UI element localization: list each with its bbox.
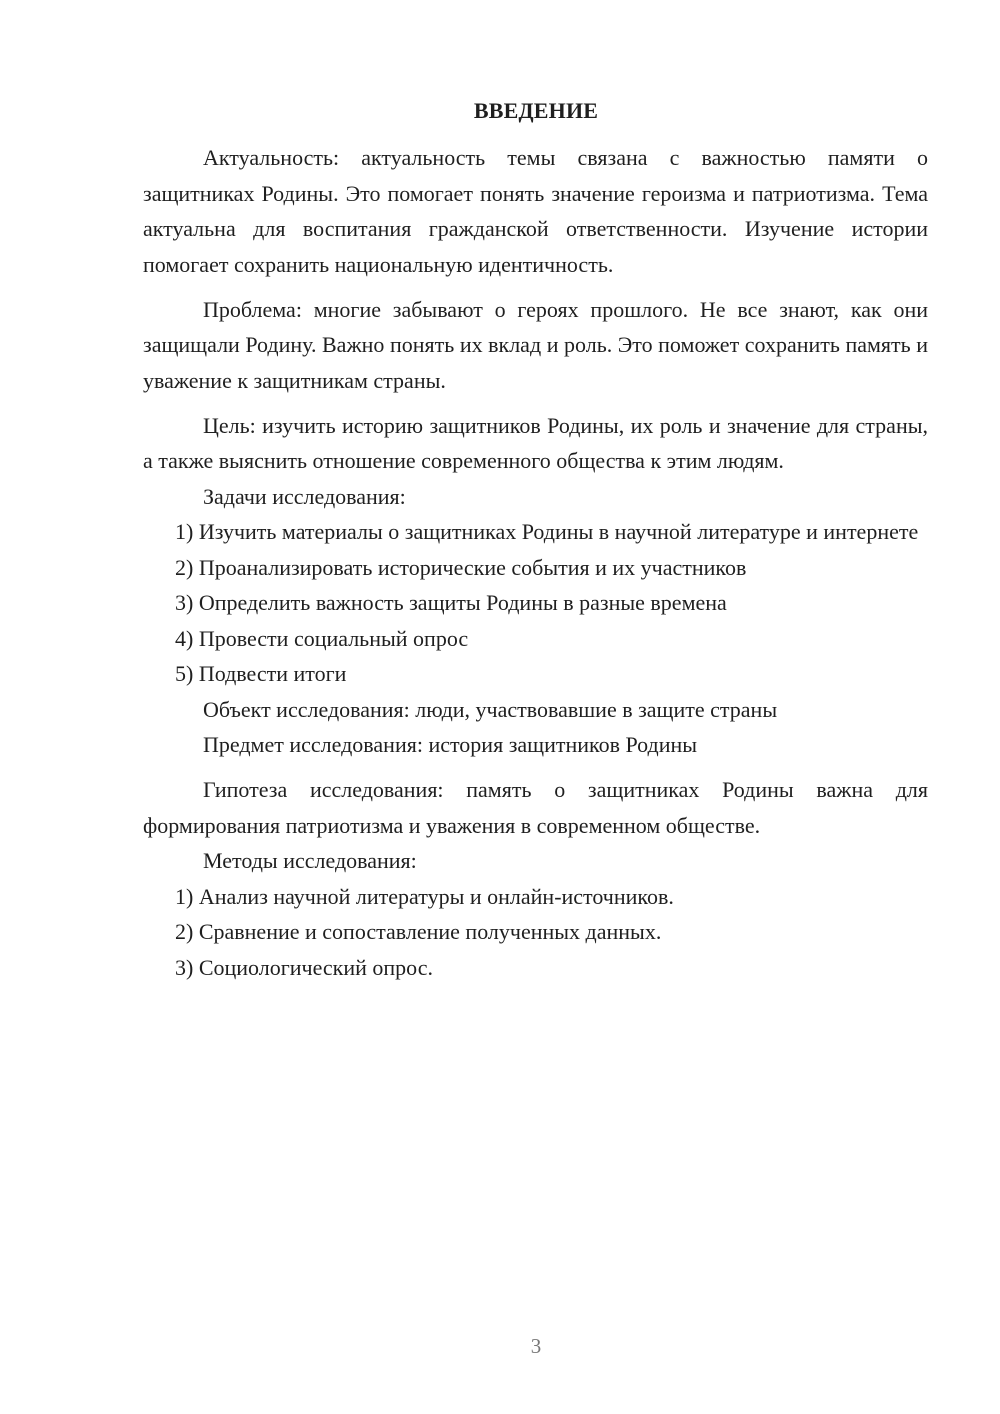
tasks-heading: Задачи исследования: <box>203 483 406 509</box>
method-item: 2) Сравнение и сопоставление полученных данных. <box>175 919 662 944</box>
body-text <box>143 140 928 985</box>
research-subject: Предмет исследования: история защитников Родины <box>203 732 698 757</box>
problem-paragraph: Проблема: многие забывают о героях прошлого. Не все знают, как они защищали Родину. Важно понять их вклад и роль. Это поможет сохранить память и уважение к защитникам страны. <box>143 296 928 393</box>
page-title: ВВЕДЕНИЕ <box>473 98 599 123</box>
task-item: 2) Проанализировать исторические события и их участников <box>175 554 747 580</box>
relevance-paragraph: Актуальность: актуальность темы связана с важностью памяти о защитниках Родины. Это помогает понять значение героизма и патриотизма. Тема актуальна для воспитания гражданской ответственности. Изучение истории помогает сохранить национальную идентичность. <box>143 145 928 277</box>
method-item: 3) Социологический опрос. <box>175 954 433 980</box>
task-item: 4) Провести социальный опрос <box>175 625 469 651</box>
methods-heading: Методы исследования: <box>203 848 417 873</box>
page-number: 3 <box>530 1334 542 1358</box>
goal-paragraph: Цель: изучить историю защитников Родины, их роль и значение для страны, а также выяснить отношение современного общества к этим людям. <box>143 412 928 473</box>
task-item: 5) Подвести итоги <box>175 661 347 686</box>
task-item: 1) Изучить материалы о защитниках Родины в научной литературе и интернете <box>175 519 919 544</box>
task-item: 3) Определить важность защиты Родины в разные времена <box>175 590 727 615</box>
research-object: Объект исследования: люди, участвовавшие в защите страны <box>203 696 778 722</box>
method-item: 1) Анализ научной литературы и онлайн-источников. <box>175 883 674 909</box>
hypothesis-paragraph: Гипотеза исследования: память о защитниках Родины важна для формирования патриотизма и уважения в современном обществе. <box>143 777 928 838</box>
